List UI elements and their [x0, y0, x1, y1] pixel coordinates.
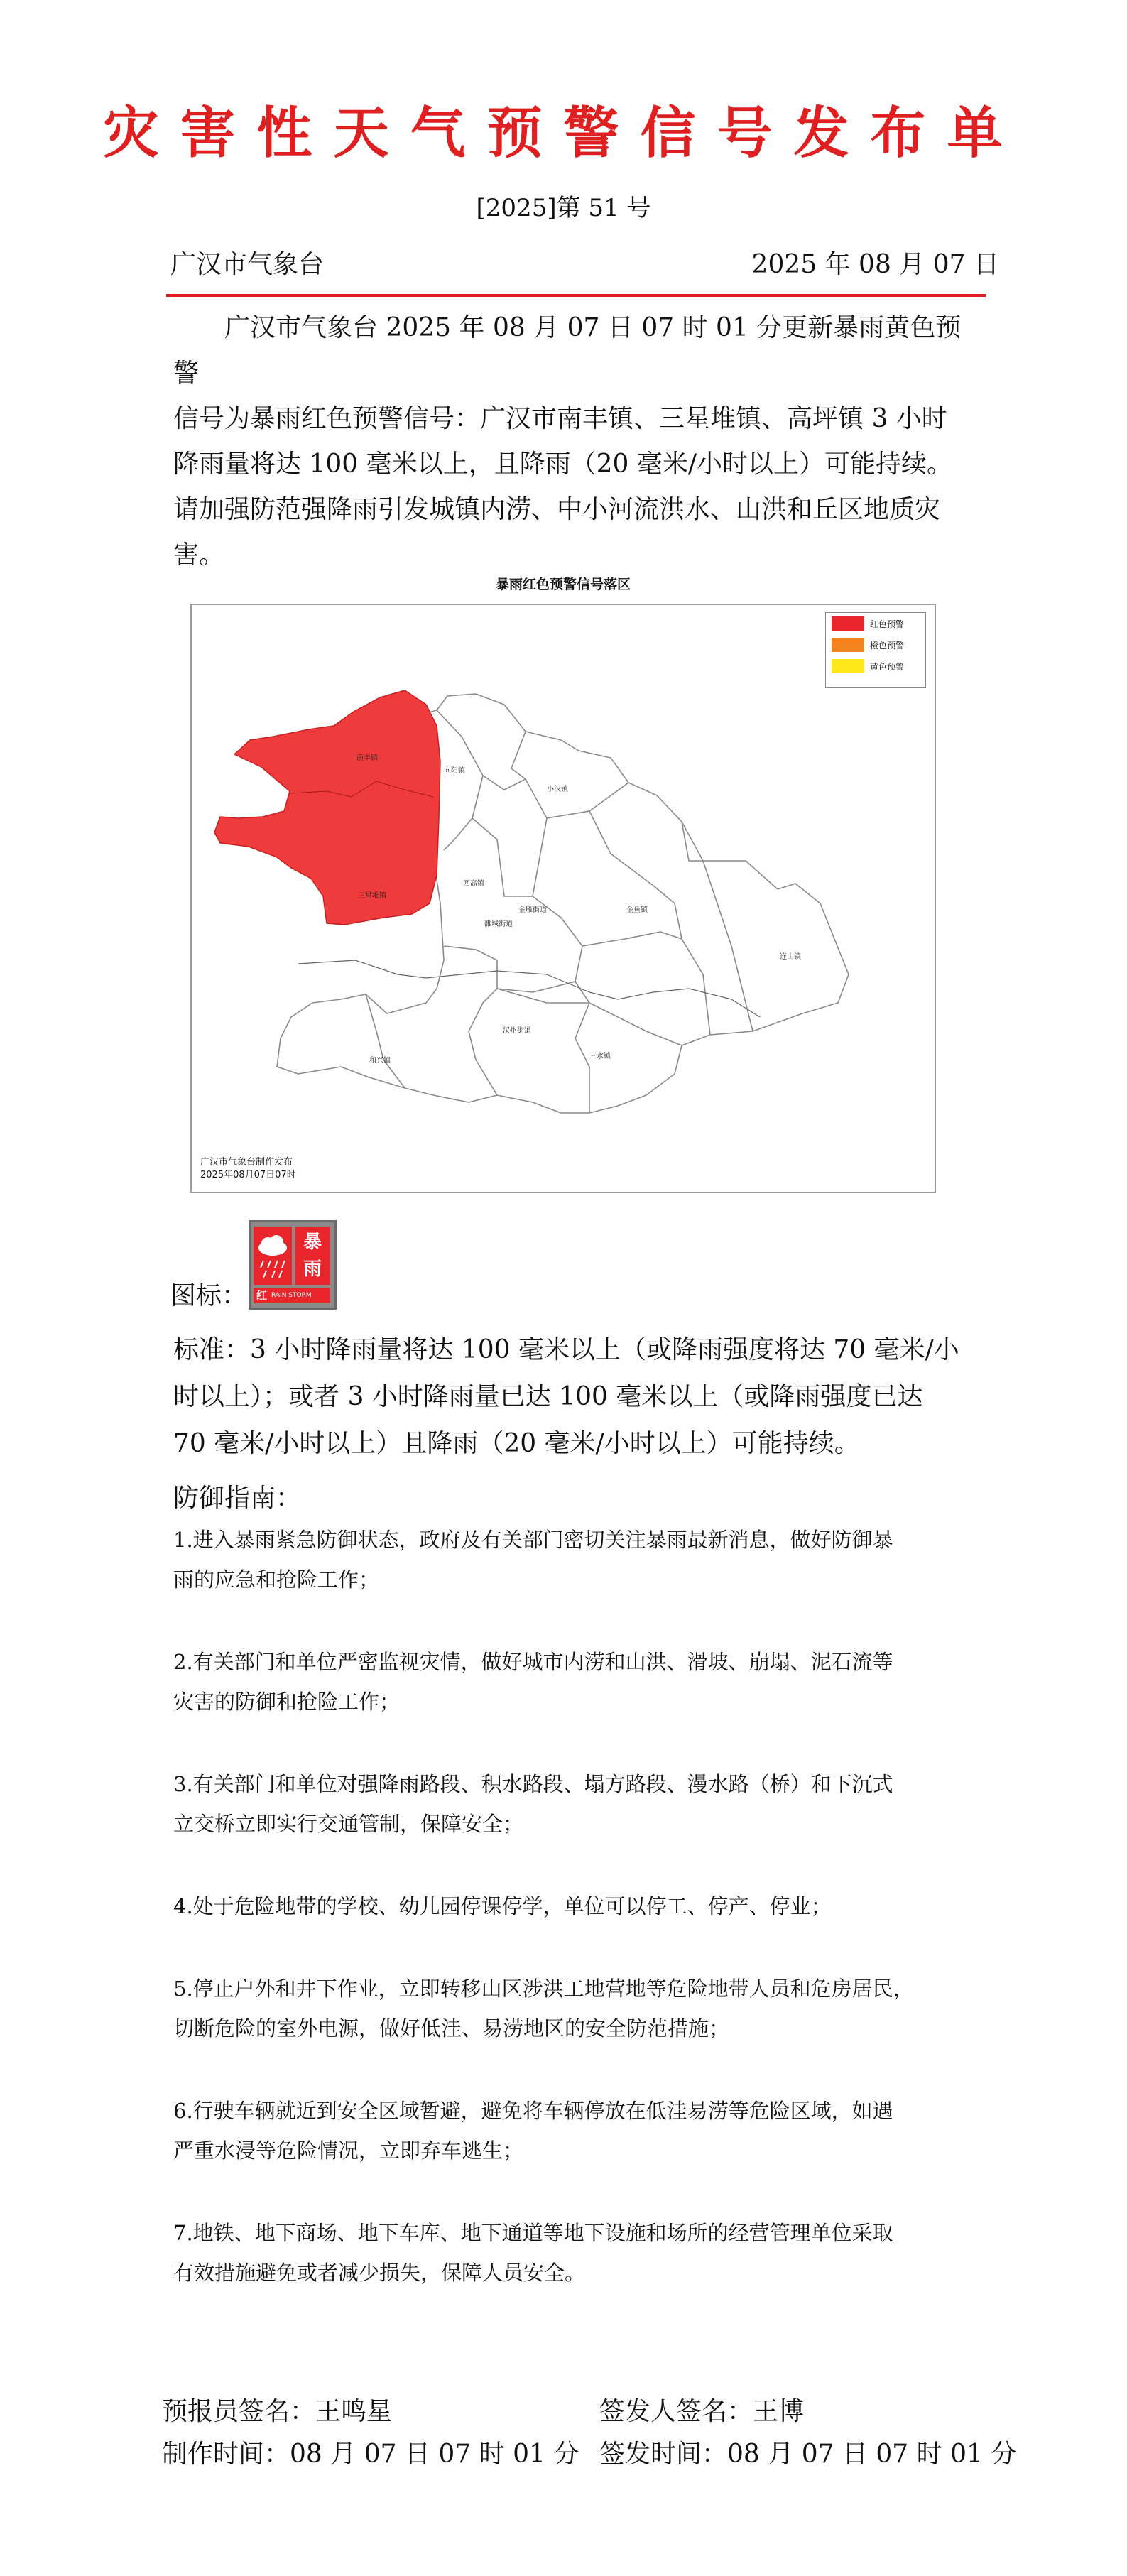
signer-signature: 签发人签名：王博 — [599, 2397, 805, 2426]
guide-line: 1.进入暴雨紧急防御状态，政府及有关部门密切关注暴雨最新消息，做好防御暴 — [173, 1528, 893, 1552]
region-label: 向阳镇 — [444, 767, 465, 775]
red-warning-zone — [214, 690, 440, 925]
region-label: 雒城街道 — [484, 920, 513, 928]
legend-swatch-orange — [832, 638, 864, 652]
legend-label: 橙色预警 — [870, 640, 905, 651]
document-number: [2025]第 51 号 — [476, 194, 651, 222]
guide-line: 有效措施避免或者减少损失，保障人员安全。 — [173, 2261, 586, 2285]
map-credit-line: 2025年08月07日07时 — [200, 1170, 296, 1180]
cloud-rain-icon — [254, 1227, 292, 1285]
standard-paragraph — [173, 1327, 962, 1467]
guide-line: 雨的应急和抢险工作； — [173, 1567, 380, 1592]
map-legend — [825, 612, 926, 688]
icon-english: RAIN STORM — [271, 1292, 312, 1299]
legend-label: 黄色预警 — [870, 661, 905, 672]
guide-line: 7.地铁、地下商场、地下车库、地下通道等地下设施和场所的经营管理单位采取 — [173, 2221, 893, 2245]
icon-title-char: 雨 — [303, 1259, 322, 1280]
guide-item — [173, 2213, 969, 2293]
icon-band — [254, 1288, 330, 1303]
guide-item — [173, 1642, 969, 1722]
issue-time: 签发时间：08 月 07 日 07 时 01 分 — [599, 2440, 1017, 2469]
standard-line: 70 毫米/小时以上）且降雨（20 毫米/小时以上）可能持续。 — [173, 1429, 860, 1458]
guide-heading: 防御指南： — [173, 1484, 302, 1513]
intro-line: 请加强防范强降雨引发城镇内涝、中小河流洪水、山洪和丘区地质灾 — [173, 495, 941, 524]
guide-line: 切断危险的室外电源，做好低洼、易涝地区的安全防范措施； — [173, 2016, 730, 2040]
guide-line: 5.停止户外和井下作业，立即转移山区涉洪工地营地等危险地带人员和危房居民， — [173, 1977, 914, 2001]
intro-line: 信号为暴雨红色预警信号：广汉市南丰镇、三星堆镇、高坪镇 3 小时 — [173, 404, 947, 433]
intro-paragraph — [173, 305, 962, 578]
guide-line: 灾害的防御和抢险工作； — [173, 1690, 401, 1714]
legend-item — [826, 634, 925, 656]
intro-line: 广汉市气象台 2025 年 08 月 07 日 07 时 01 分更新暴雨黄色预警 — [173, 313, 962, 388]
region-label: 金鱼镇 — [626, 906, 648, 914]
icon-title — [295, 1227, 330, 1285]
guide-item — [173, 2091, 969, 2170]
legend-item — [826, 656, 925, 677]
header-divider — [166, 294, 986, 297]
region-label: 小汉镇 — [547, 786, 568, 793]
map-credit-line: 广汉市气象台制作发布 — [200, 1157, 293, 1168]
region-label: 三水镇 — [589, 1053, 611, 1060]
issuer: 广汉市气象台 — [170, 250, 325, 279]
legend-label: 红色预警 — [870, 619, 905, 629]
guide-item — [173, 1969, 969, 2048]
region-label: 汉州街道 — [503, 1027, 531, 1035]
guide-item — [173, 1764, 969, 1844]
document-title: 灾害性天气预警信号发布单 — [103, 101, 1024, 165]
guide-line: 6.行驶车辆就近到安全区域暂避，避免将车辆停放在低洼易涝等危险区域，如遇 — [173, 2099, 893, 2123]
warning-map — [190, 604, 936, 1193]
map-title: 暴雨红色预警信号落区 — [495, 577, 631, 592]
intro-line: 害。 — [173, 540, 225, 570]
guide-line: 严重水浸等危险情况，立即弃车逃生； — [173, 2138, 524, 2163]
made-time: 制作时间：08 月 07 日 07 时 01 分 — [162, 2440, 579, 2469]
icon-level: 红 — [256, 1289, 268, 1302]
map-credit — [200, 1156, 296, 1182]
guide-line: 4.处于危险地带的学校、幼儿园停课停学，单位可以停工、停产、停业； — [173, 1894, 832, 1918]
region-label: 和兴镇 — [369, 1057, 391, 1065]
rainstorm-warning-icon — [249, 1220, 337, 1310]
region-label: 三星堆镇 — [358, 892, 386, 900]
region-label: 南丰镇 — [356, 754, 378, 762]
legend-swatch-red — [832, 616, 864, 631]
guide-item — [173, 1520, 969, 1599]
legend-item — [826, 613, 925, 634]
icon-label: 图标： — [170, 1281, 248, 1310]
map-svg — [192, 605, 935, 1192]
guide-line: 立交桥立即实行交通管制，保障安全； — [173, 1812, 524, 1836]
guide-line: 3.有关部门和单位对强降雨路段、积水路段、塌方路段、漫水路（桥）和下沉式 — [173, 1772, 893, 1796]
legend-swatch-yellow — [832, 659, 864, 673]
issue-date: 2025 年 08 月 07 日 — [751, 250, 999, 279]
region-label: 金雁街道 — [518, 906, 547, 914]
guide-item — [173, 1886, 969, 1926]
region-label: 连山镇 — [780, 953, 801, 961]
icon-title-char: 暴 — [303, 1232, 322, 1253]
guide-line: 2.有关部门和单位严密监视灾情，做好城市内涝和山洪、滑坡、崩塌、泥石流等 — [173, 1650, 893, 1674]
region-label: 西高镇 — [463, 880, 484, 888]
standard-line: 时以上）；或者 3 小时降雨量已达 100 毫米以上（或降雨强度已达 — [173, 1382, 923, 1411]
standard-line: 标准：3 小时降雨量将达 100 毫米以上（或降雨强度将达 70 毫米/小 — [173, 1335, 959, 1364]
intro-line: 降雨量将达 100 毫米以上，且降雨（20 毫米/小时以上）可能持续。 — [173, 450, 952, 479]
forecaster-signature: 预报员签名：王鸣星 — [162, 2397, 393, 2426]
